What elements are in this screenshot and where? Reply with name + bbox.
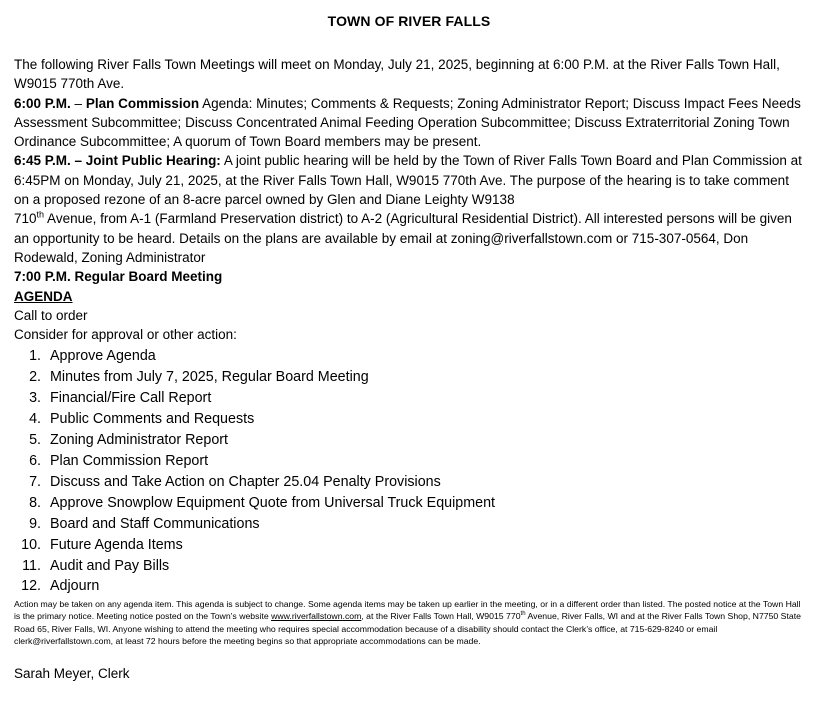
notice-text-3: Avenue, River Falls, WI and at the River Falls Town Shop, N7750 State Road 65, River Falls, WI. Anyone wishing to attend the meeting who requires special accommodation because of a disability should contact the Clerk’s office, at 715-629-8240 or email clerk@riverfallstown.com, at least 72 hours before the meeting begins so that appropriate accommodations can be made. xyxy=(14,611,801,646)
agenda-item xyxy=(14,556,804,577)
public-hearing-avenue-sup: th xyxy=(36,209,45,220)
agenda-item-text: Financial/Fire Call Report xyxy=(50,390,212,407)
agenda-item xyxy=(14,430,804,451)
plan-commission-dash: – xyxy=(70,95,86,111)
notice-sup: th xyxy=(520,611,526,618)
agenda-item-text: Minutes from July 7, 2025, Regular Board Meeting xyxy=(50,369,369,386)
call-to-order: Call to order xyxy=(14,307,88,323)
agenda-list xyxy=(14,346,804,597)
public-hearing-paragraph xyxy=(14,151,804,267)
intro-paragraph: The following River Falls Town Meetings will meet on Monday, July 21, 2025, beginning at 6:00 P.M. at the River Falls Town Hall, W9015 770th Ave. xyxy=(14,57,780,92)
regular-meeting-heading: 7:00 P.M. Regular Board Meeting xyxy=(14,269,223,285)
agenda-item-number: 4. xyxy=(29,411,41,428)
agenda-item-number: 10. xyxy=(21,536,41,553)
agenda-item-text: Future Agenda Items xyxy=(50,536,183,553)
plan-commission-paragraph xyxy=(14,94,804,152)
agenda-item-number: 6. xyxy=(29,452,41,469)
public-hearing-text-2: Avenue, from A-1 (Farmland Preservation district) to A-2 (Agricultural Residential District). All interested persons will be given an opportunity to be heard. Details on the plans are available by email at zoning@riverfallstown.com or 715-307-0564, Don Rodewald, Zoning Administrator xyxy=(14,211,792,265)
agenda-item-text: Public Comments and Requests xyxy=(50,411,255,428)
agenda-item xyxy=(14,451,804,472)
agenda-item xyxy=(14,493,804,514)
clerk-signature: Sarah Meyer, Clerk xyxy=(14,665,130,681)
agenda-item-text: Board and Staff Communications xyxy=(50,515,260,532)
plan-commission-text: Agenda: Minutes; Comments & Requests; Zoning Administrator Report; Discuss Impact Fees Needs Assessment Subcommittee; Discuss Concentrated Animal Feeding Operation Subcommittee; Discuss Extraterritorial Zoning Town Ordinance Subcommittee; A quorum of Town Board members may be present. xyxy=(14,95,801,150)
agenda-item xyxy=(14,388,804,409)
notice-text-1: Action may be taken on any agenda item. This agenda is subject to change. Some agenda items may be taken up earlier in the meeting, or in a different order than listed. The posted notice at the Town Hall is the primary notice. Meeting notice posted on the Town’s website xyxy=(14,599,801,622)
agenda-item xyxy=(14,576,804,597)
agenda-item-number: 9. xyxy=(29,515,41,532)
agenda-item-text: Approve Snowplow Equipment Quote from Universal Truck Equipment xyxy=(50,494,496,511)
agenda-item-number: 8. xyxy=(29,494,41,511)
agenda-item-text: Adjourn xyxy=(50,578,100,595)
agenda-item-number: 7. xyxy=(29,473,41,490)
public-hearing-heading: 6:45 P.M. – Joint Public Hearing: xyxy=(14,153,221,169)
agenda-item-text: Zoning Administrator Report xyxy=(50,432,228,449)
agenda-item-number: 12. xyxy=(21,578,41,595)
plan-commission-time: 6:00 P.M. xyxy=(14,95,71,111)
website-link[interactable]: www.riverfallstown.com xyxy=(271,611,362,622)
agenda-item-number: 1. xyxy=(29,348,41,365)
agenda-item-text: Audit and Pay Bills xyxy=(50,557,170,574)
legal-notice xyxy=(14,598,804,646)
notice-text-2: , at the River Falls Town Hall, W9015 770 xyxy=(361,611,521,622)
document-title: TOWN OF RIVER FALLS xyxy=(327,13,491,29)
agenda-item-text: Plan Commission Report xyxy=(50,452,209,469)
agenda-item-text: Approve Agenda xyxy=(50,348,156,365)
agenda-item xyxy=(14,514,804,535)
public-hearing-avenue-num: 710 xyxy=(14,211,37,227)
agenda-item-number: 3. xyxy=(29,390,41,407)
agenda-item-number: 5. xyxy=(29,432,41,449)
document-page xyxy=(14,0,804,681)
agenda-item-number: 11. xyxy=(22,557,41,574)
agenda-item xyxy=(14,367,804,388)
agenda-heading: AGENDA xyxy=(14,288,73,304)
agenda-item xyxy=(14,346,804,367)
agenda-item xyxy=(14,535,804,556)
agenda-item xyxy=(14,409,804,430)
plan-commission-label: Plan Commission xyxy=(85,95,200,111)
public-hearing-text-1: A joint public hearing will be held by the Town of River Falls Town Board and Plan Commission at 6:45PM on Monday, July 21, 2025, at the River Falls Town Hall, W9015 770th Ave. The purpose of the hearing is to take comment on a proposed rezone of an 8-acre parcel owned by Glen and Diane Leighty W9138 xyxy=(14,153,802,208)
agenda-item xyxy=(14,472,804,493)
agenda-item-text: Discuss and Take Action on Chapter 25.04 Penalty Provisions xyxy=(50,473,441,490)
agenda-item-number: 2. xyxy=(29,369,41,386)
meeting-notice-body xyxy=(14,55,804,344)
consider-line: Consider for approval or other action: xyxy=(14,327,237,343)
